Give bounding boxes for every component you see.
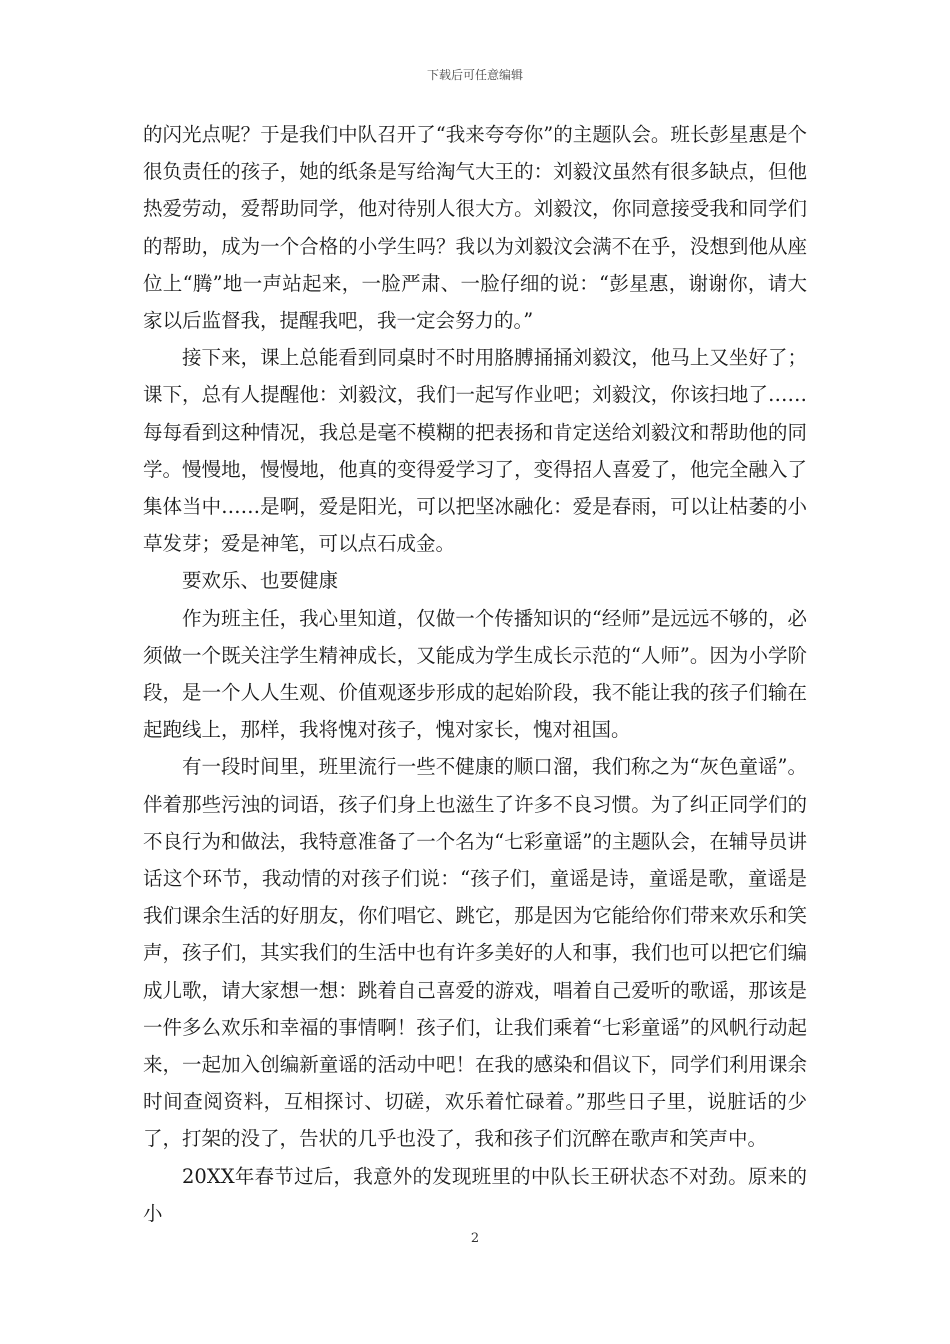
paragraph: 有一段时间里，班里流行一些不健康的顺口溜，我们称之为“灰色童谣”。伴着那些污浊的词语，孩子们身上也滋生了许多不良习惯。为了纠正同学们的不良行为和做法，我特意准备了一个名为“七彩童谣”的主题队会，在辅导员讲话这个环节，我动情的对孩子们说：“孩子们，童谣是诗，童谣是歌，童谣是我们课余生活的好朋友，你们唱它、跳它，那是因为它能给你们带来欢乐和笑声，孩子们，其实我们的生活中也有许多美好的人和事，我们也可以把它们编成儿歌，请大家想一想：跳着自己喜爱的游戏，唱着自己爱听的歌谣，那该是一件多么欢乐和幸福的事情啊！孩子们，让我们乘着“七彩童谣”的风帆行动起来，一起加入创编新童谣的活动中吧！在我的感染和倡议下，同学们利用课余时间查阅资料，互相探讨、切磋，欢乐着忙碌着。”那些日子里，说脏话的少了，打架的没了，告状的几乎也没了，我和孩子们沉醉在歌声和笑声中。 bbox=[143, 755, 807, 1151]
page-header: 下载后可任意编辑 bbox=[426, 68, 523, 82]
document-body bbox=[143, 116, 807, 1232]
paragraph: 接下来，课上总能看到同桌时不时用胳膊捅捅刘毅汶，他马上又坐好了；课下，总有人提醒他：刘毅汶，我们一起写作业吧；刘毅汶，你该扫地了……每每看到这种情况，我总是毫不模糊的把表扬和肯定送给刘毅汶和帮助他的同学。慢慢地，慢慢地，他真的变得爱学习了，变得招人喜爱了，他完全融入了集体当中……是啊，爱是阳光，可以把坚冰融化：爱是春雨，可以让枯萎的小草发芽；爱是神笔，可以点石成金。 bbox=[143, 346, 807, 556]
section-heading: 要欢乐、也要健康 bbox=[182, 569, 339, 593]
page-number: 2 bbox=[470, 1231, 480, 1246]
paragraph: 作为班主任，我心里知道，仅做一个传播知识的“经师”是远远不够的，必须做一个既关注学生精神成长，又能成为学生成长示范的“人师”。因为小学阶段，是一个人人生观、价值观逐步形成的起始阶段，我不能让我的孩子们输在起跑线上，那样，我将愧对孩子，愧对家长，愧对祖国。 bbox=[143, 606, 807, 742]
paragraph: 的闪光点呢？于是我们中队召开了“我来夸夸你”的主题队会。班长彭星惠是个很负责任的孩子，她的纸条是写给淘气大王的：刘毅汶虽然有很多缺点，但他热爱劳动，爱帮助同学，他对待别人很大方。刘毅汶，你同意接受我和同学们的帮助，成为一个合格的小学生吗？我以为刘毅汶会满不在乎，没想到他从座位上“腾”地一声站起来，一脸严肃、一脸仔细的说：“彭星惠，谢谢你，请大家以后监督我，提醒我吧，我一定会努力的。” bbox=[143, 123, 807, 333]
paragraph: 20XX年春节过后，我意外的发现班里的中队长王研状态不对劲。原来的小 bbox=[143, 1164, 807, 1225]
